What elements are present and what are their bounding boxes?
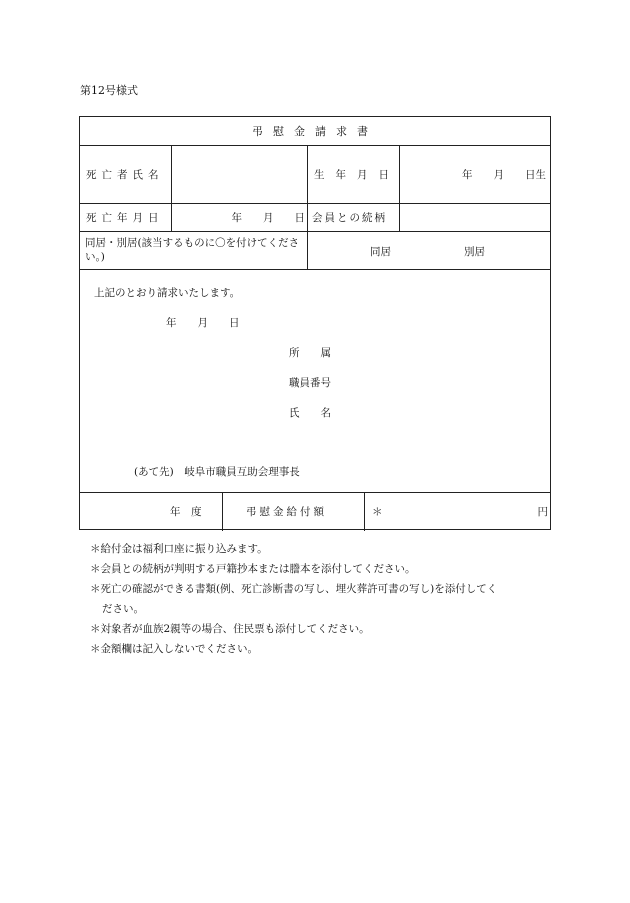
- form-number: 第12号様式: [80, 84, 138, 97]
- fiscal-year-label: 年 度: [170, 506, 202, 518]
- cohabitation-label: 同居・別居(該当するものに〇を付けてください。): [85, 237, 300, 263]
- row-divider: [80, 269, 550, 270]
- notes-list: [90, 539, 497, 659]
- cohabitation-option-separate[interactable]: 別居: [464, 246, 485, 258]
- amount-unit: 円: [537, 506, 548, 518]
- note-item-continuation: ださい。: [102, 603, 144, 615]
- death-date-label: 死亡年月日: [86, 211, 164, 224]
- applicant-name-label: 氏 名: [289, 407, 331, 419]
- deceased-name-label: 死亡者氏名: [86, 168, 164, 181]
- affiliation-label: 所 属: [289, 347, 331, 359]
- note-item: ＊会員との続柄が判明する戸籍抄本または謄本を添付してください。: [90, 563, 416, 575]
- amount-marker: ＊: [372, 506, 383, 518]
- cohabitation-option-same[interactable]: 同居: [370, 246, 391, 258]
- column-divider: [307, 145, 308, 269]
- relation-label: 会員との続柄: [312, 211, 387, 224]
- addressee: (あて先) 岐阜市職員互助会理事長: [134, 466, 300, 478]
- birthdate-label: 生年月日: [314, 168, 400, 181]
- deceased-name-field[interactable]: [172, 145, 307, 203]
- staff-number-label: 職員番号: [289, 377, 331, 389]
- note-item: ＊死亡の確認ができる書類(例、死亡診断書の写し、埋火葬許可書の写し)を添付してく: [90, 583, 498, 595]
- death-date-field[interactable]: 年 月 日: [231, 211, 305, 224]
- note-item: ＊金額欄は記入しないでください。: [90, 643, 258, 655]
- note-item: ＊給付金は福利口座に振り込みます。: [90, 543, 268, 555]
- column-divider: [364, 492, 365, 531]
- request-form-table: [79, 116, 551, 530]
- request-date[interactable]: 年 月 日: [166, 317, 240, 329]
- column-divider: [222, 492, 223, 531]
- note-item: ＊対象者が血族2親等の場合、住民票も添付してください。: [90, 623, 370, 635]
- amount-label: 弔慰金給付額: [246, 506, 327, 518]
- birthdate-field[interactable]: 年 月 日生: [462, 168, 546, 181]
- request-statement: 上記のとおり請求いたします。: [94, 287, 241, 299]
- relation-field[interactable]: [400, 203, 550, 231]
- form-title: 弔慰金請求書: [252, 125, 378, 138]
